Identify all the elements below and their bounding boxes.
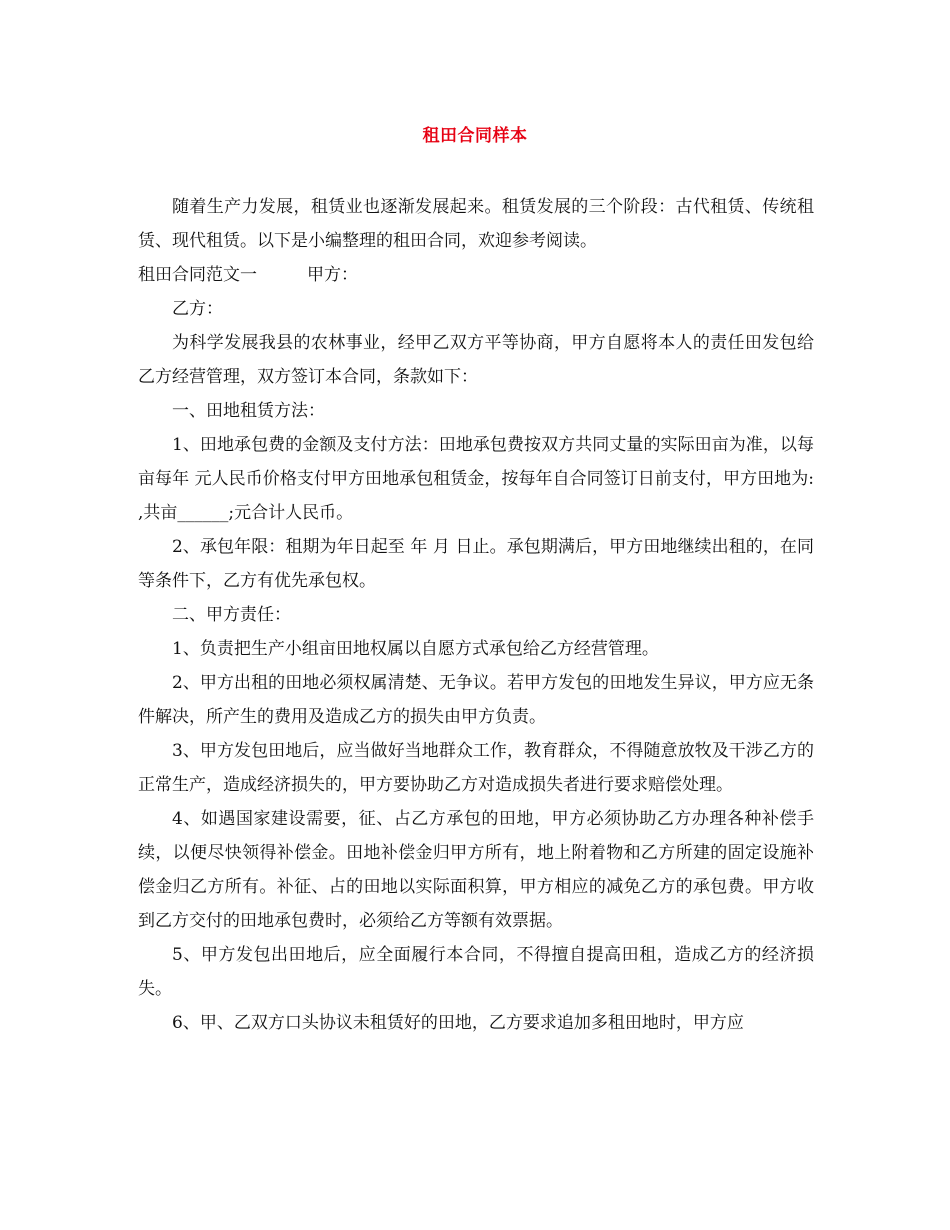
intro-paragraph: 随着生产力发展，租赁业也逐渐发展起来。租赁发展的三个阶段：古代租赁、传统租赁、现代租赁。以下是小编整理的租田合同，欢迎参考阅读。 xyxy=(138,197,814,251)
clause-duty-1: 1、负责把生产小组亩田地权属以自愿方式承包给乙方经营管理。 xyxy=(172,639,659,659)
clause-lease-fee: 1、田地承包费的金额及支付方法：田地承包费按双方共同丈量的实际田亩为准，以每亩每年 元人民币价格支付甲方田地承包租赁金，按每年自合同签订日前支付，甲方田地为: ,共亩______;元合计人民币。 xyxy=(138,435,814,523)
sample-heading: 租田合同范文一 xyxy=(138,265,257,285)
section-heading-party-a-duties: 二、甲方责任： xyxy=(172,605,291,625)
clause-duty-2: 2、甲方出租的田地必须权属清楚、无争议。若甲方发包的田地发生异议，甲方应无条件解决，所产生的费用及造成乙方的损失由甲方负责。 xyxy=(138,673,814,727)
section-heading-lease-method: 一、田地租赁方法： xyxy=(172,401,325,421)
preamble-paragraph: 为科学发展我县的农林事业，经甲乙双方平等协商，甲方自愿将本人的责任田发包给乙方经营管理，双方签订本合同，条款如下： xyxy=(138,333,814,387)
clause-duty-3: 3、甲方发包田地后，应当做好当地群众工作，教育群众，不得随意放牧及干涉乙方的正常生产，造成经济损失的，甲方要协助乙方对造成损失者进行要求赔偿处理。 xyxy=(138,741,814,795)
party-a-label: 甲方： xyxy=(307,265,358,285)
clause-duty-6: 6、甲、乙双方口头协议未租赁好的田地，乙方要求追加多租田地时，甲方应 xyxy=(172,1013,744,1033)
sample-heading-line xyxy=(138,258,814,292)
clause-duty-5: 5、甲方发包出田地后，应全面履行本合同，不得擅自提高田租，造成乙方的经济损失。 xyxy=(138,945,814,999)
clause-duty-4: 4、如遇国家建设需要，征、占乙方承包的田地，甲方必须协助乙方办理各种补偿手续，以便尽快领得补偿金。田地补偿金归甲方所有，地上附着物和乙方所建的固定设施补偿金归乙方所有。补征、占的田地以实际面积算，甲方相应的减免乙方的承包费。甲方收到乙方交付的田地承包费时，必须给乙方等额有效票据。 xyxy=(138,809,814,931)
document-body xyxy=(138,190,814,1040)
party-b-label: 乙方： xyxy=(172,299,223,319)
clause-lease-term: 2、承包年限：租期为年日起至 年 月 日止。承包期满后，甲方田地继续出租的，在同等条件下，乙方有优先承包权。 xyxy=(138,537,814,591)
document-title: 租田合同样本 xyxy=(422,126,528,146)
